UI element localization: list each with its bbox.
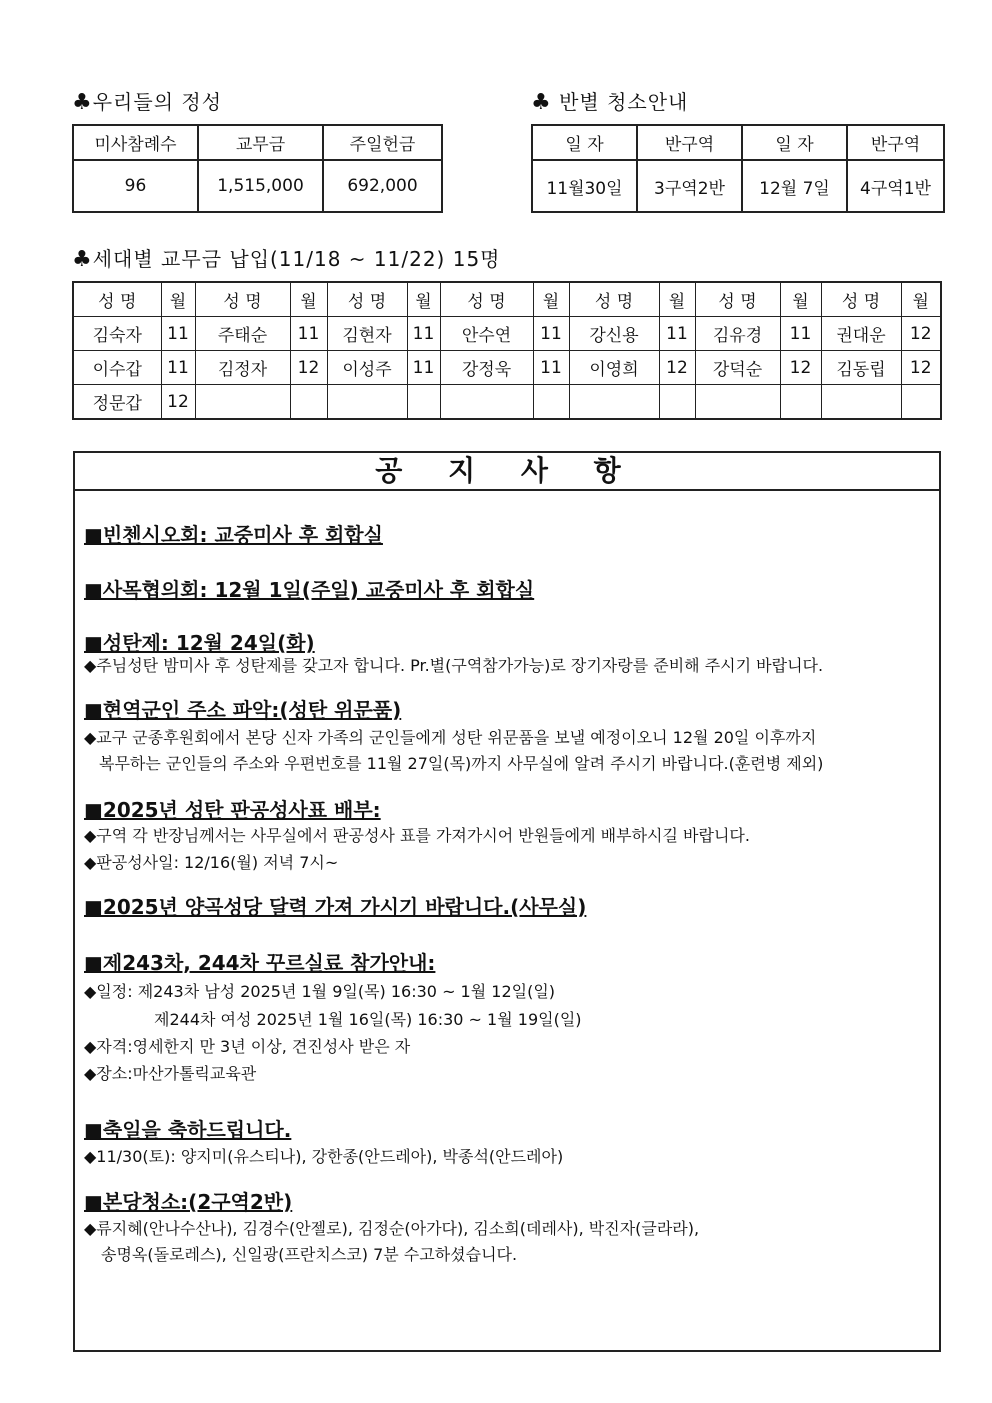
- notice-soldier-line2: 복무하는 군인들의 주소와 우편번호를 11월 27일(목)까지 사무실에 알려 주시기 바랍니다.(훈련병 제외): [99, 754, 824, 773]
- header-mass-attendance: 미사참례수: [73, 125, 198, 160]
- header-date: 일 자: [742, 125, 847, 160]
- member-month: [659, 385, 695, 420]
- payment-header-row: [73, 282, 941, 317]
- member-name: 정문갑: [73, 385, 161, 420]
- header-month: 월: [780, 282, 821, 317]
- club-icon: ♣: [531, 90, 552, 115]
- header-sunday-offering: 주일헌금: [323, 125, 442, 160]
- payment-table: [72, 281, 942, 420]
- member-month: 12: [161, 385, 195, 420]
- member-month: 12: [901, 351, 941, 385]
- member-name: [569, 385, 659, 420]
- notice-cursillo-line3: ◆자격:영세한지 만 3년 이상, 견진성사 받은 자: [84, 1037, 411, 1056]
- member-month: [290, 385, 327, 420]
- member-name: 강정욱: [440, 351, 533, 385]
- member-month: 11: [161, 351, 195, 385]
- member-month: [780, 385, 821, 420]
- notice-cleaning-line2: 송명옥(돌로레스), 신일광(프란치스코) 7분 수고하셨습니다.: [101, 1245, 518, 1264]
- member-month: 11: [407, 351, 440, 385]
- member-name: [440, 385, 533, 420]
- member-name: [821, 385, 901, 420]
- notice-cursillo-line4: ◆장소:마산가톨릭교육관: [84, 1064, 257, 1083]
- club-icon: ♣: [72, 90, 93, 115]
- member-month: [533, 385, 569, 420]
- member-name: 권대운: [821, 317, 901, 351]
- notice-vincent-heading: ■빈첸시오회: 교중미사 후 회합실: [84, 523, 383, 547]
- notice-christmas-heading: ■성탄제: 12월 24일(화): [84, 631, 315, 655]
- notice-box: [73, 451, 941, 1352]
- notice-christmas-line: ◆주님성탄 밤미사 후 성탄제를 갖고자 합니다. Pr.별(구역참가가능)로 장기자랑를 준비해 주시기 바랍니다.: [84, 656, 824, 675]
- notice-cursillo-line1: ◆일정: 제243차 남성 2025년 1월 9일(목) 16:30 ~ 1월 12일(일): [84, 982, 556, 1001]
- member-name: 강신용: [569, 317, 659, 351]
- header-name: 성 명: [327, 282, 407, 317]
- member-month: 11: [780, 317, 821, 351]
- header-name: 성 명: [440, 282, 533, 317]
- header-name: 성 명: [695, 282, 780, 317]
- header-month: 월: [290, 282, 327, 317]
- notice-cleaning-heading: ■본당청소:(2구역2반): [84, 1190, 293, 1214]
- member-name: 이수갑: [73, 351, 161, 385]
- header-month: 월: [407, 282, 440, 317]
- member-name: 김동립: [821, 351, 901, 385]
- table-row: [73, 317, 941, 351]
- member-name: 안수연: [440, 317, 533, 351]
- value-mass-attendance: 96: [73, 160, 198, 212]
- member-month: 11: [161, 317, 195, 351]
- header-district: 반구역: [637, 125, 742, 160]
- notice-feast-line: ◆11/30(토): 양지미(유스티나), 강한종(안드레아), 박종석(안드레아): [84, 1147, 564, 1166]
- value-parish-dues: 1,515,000: [198, 160, 323, 212]
- cleaning-table: [531, 124, 945, 213]
- cleaning-date: 12월 7일: [742, 160, 847, 212]
- notice-feast-heading: ■축일을 축하드립니다.: [84, 1118, 292, 1142]
- member-name: [327, 385, 407, 420]
- member-month: 11: [407, 317, 440, 351]
- notice-calendar-heading: ■2025년 양곡성당 달력 가져 가시기 바랍니다.(사무실): [84, 895, 587, 919]
- payment-section-title: ♣세대별 교무금 납입(11/18 ~ 11/22) 15명: [72, 247, 501, 272]
- member-month: 12: [780, 351, 821, 385]
- value-sunday-offering: 692,000: [323, 160, 442, 212]
- member-month: 12: [659, 351, 695, 385]
- member-month: 12: [901, 317, 941, 351]
- header-date: 일 자: [532, 125, 637, 160]
- notice-soldier-line1: ◆교구 군종후원회에서 본당 신자 가족의 군인들에게 성탄 위문품을 보낼 예정이오니 12월 20일 이후까지: [84, 728, 817, 747]
- notice-cleaning-line1: ◆류지혜(안나수산나), 김경수(안젤로), 김정순(아가다), 김소희(데레사), 박진자(글라라),: [84, 1219, 700, 1238]
- member-name: 김숙자: [73, 317, 161, 351]
- header-name: 성 명: [821, 282, 901, 317]
- member-name: 이성주: [327, 351, 407, 385]
- member-name: 김현자: [327, 317, 407, 351]
- member-month: [901, 385, 941, 420]
- offering-section-title: ♣우리들의 정성: [72, 90, 223, 115]
- member-month: 11: [290, 317, 327, 351]
- header-month: 월: [901, 282, 941, 317]
- notice-council-heading: ■사목협의회: 12월 1일(주일) 교중미사 후 회합실: [84, 578, 535, 602]
- notice-confession-line2: ◆판공성사일: 12/16(월) 저녁 7시~: [84, 853, 339, 872]
- notice-title: 공 지 사 항: [75, 453, 939, 491]
- member-month: 11: [533, 351, 569, 385]
- header-name: 성 명: [73, 282, 161, 317]
- notice-confession-heading: ■2025년 성탄 판공성사표 배부:: [84, 798, 381, 822]
- member-name: 주태순: [195, 317, 290, 351]
- member-name: [195, 385, 290, 420]
- header-month: 월: [659, 282, 695, 317]
- cleaning-district: 4구역1반: [847, 160, 944, 212]
- cleaning-section-title: ♣ 반별 청소안내: [531, 90, 689, 115]
- member-name: 이영희: [569, 351, 659, 385]
- cleaning-district: 3구역2반: [637, 160, 742, 212]
- notice-cursillo-heading: ■제243차, 244차 꾸르실료 참가안내:: [84, 951, 436, 975]
- member-month: 11: [659, 317, 695, 351]
- header-name: 성 명: [569, 282, 659, 317]
- cleaning-date: 11월30일: [532, 160, 637, 212]
- header-name: 성 명: [195, 282, 290, 317]
- notice-cursillo-line2: 제244차 여성 2025년 1월 16일(목) 16:30 ~ 1월 19일(일): [154, 1010, 582, 1029]
- notice-confession-line1: ◆구역 각 반장님께서는 사무실에서 판공성사 표를 가져가시어 반원들에게 배부하시길 바랍니다.: [84, 826, 750, 845]
- header-parish-dues: 교무금: [198, 125, 323, 160]
- member-name: 강덕순: [695, 351, 780, 385]
- table-row: [73, 385, 941, 420]
- member-month: 12: [290, 351, 327, 385]
- header-month: 월: [161, 282, 195, 317]
- notice-soldier-heading: ■현역군인 주소 파악:(성탄 위문품): [84, 698, 402, 722]
- header-district: 반구역: [847, 125, 944, 160]
- member-name: 김유경: [695, 317, 780, 351]
- offering-table: [72, 124, 443, 213]
- member-name: 김정자: [195, 351, 290, 385]
- table-row: [73, 351, 941, 385]
- member-month: 11: [533, 317, 569, 351]
- member-name: [695, 385, 780, 420]
- member-month: [407, 385, 440, 420]
- header-month: 월: [533, 282, 569, 317]
- club-icon: ♣: [72, 247, 93, 272]
